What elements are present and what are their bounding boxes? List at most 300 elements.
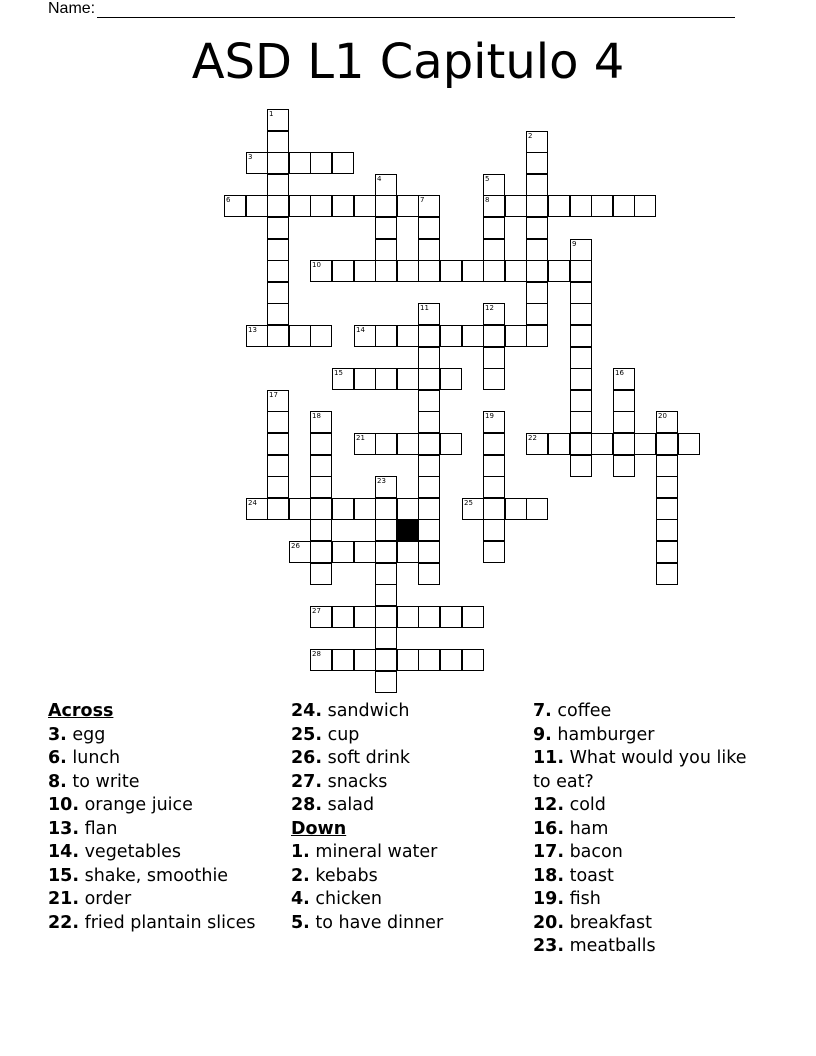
grid-cell[interactable] bbox=[354, 541, 376, 563]
clue-number-label: 21. bbox=[48, 889, 80, 909]
clue-number-label: 9. bbox=[533, 724, 552, 745]
grid-cell[interactable] bbox=[505, 325, 527, 347]
grid-cell[interactable] bbox=[332, 368, 354, 390]
grid-cell[interactable] bbox=[418, 303, 440, 325]
grid-cell[interactable] bbox=[267, 109, 289, 131]
grid-cell[interactable] bbox=[462, 260, 484, 282]
clue-text: fried plantain slices bbox=[79, 912, 256, 933]
clue-number-label: 25. bbox=[291, 724, 323, 745]
across-clue bbox=[48, 794, 283, 818]
grid-cell[interactable] bbox=[505, 260, 527, 282]
clue-number-label: 6. bbox=[48, 748, 67, 768]
grid-cell[interactable] bbox=[332, 152, 354, 174]
grid-cell[interactable] bbox=[246, 195, 268, 217]
grid-cell[interactable] bbox=[397, 433, 419, 455]
clue-number-label: 1. bbox=[291, 842, 310, 862]
grid-cell[interactable] bbox=[440, 260, 462, 282]
grid-cell[interactable] bbox=[267, 195, 289, 217]
grid-cell[interactable] bbox=[548, 433, 570, 455]
grid-cell[interactable] bbox=[483, 368, 505, 390]
clue-number-label: 24. bbox=[291, 701, 323, 721]
grid-cell[interactable] bbox=[354, 195, 376, 217]
grid-cell[interactable] bbox=[591, 195, 613, 217]
across-clue bbox=[291, 724, 526, 748]
grid-cell[interactable] bbox=[375, 476, 397, 498]
clue-number-label: 20. bbox=[533, 912, 565, 933]
clue-text: orange juice bbox=[79, 795, 193, 815]
across-clue bbox=[48, 865, 283, 889]
down-clue bbox=[291, 865, 526, 889]
grid-cell[interactable] bbox=[375, 433, 397, 455]
grid-cell[interactable] bbox=[267, 325, 289, 347]
grid-cell[interactable] bbox=[656, 519, 678, 541]
grid-cell[interactable] bbox=[375, 325, 397, 347]
grid-cell[interactable] bbox=[418, 239, 440, 261]
clue-number-label: 26. bbox=[291, 748, 323, 768]
grid-cell[interactable] bbox=[375, 649, 397, 671]
grid-cell[interactable] bbox=[354, 325, 376, 347]
grid-cell[interactable] bbox=[440, 606, 462, 628]
clue-number-label: 7. bbox=[533, 701, 552, 721]
grid-cell[interactable] bbox=[462, 649, 484, 671]
grid-cell[interactable] bbox=[418, 260, 440, 282]
grid-cell[interactable] bbox=[267, 433, 289, 455]
grid-cell[interactable] bbox=[526, 282, 548, 304]
grid-cell[interactable] bbox=[418, 606, 440, 628]
grid-cell[interactable] bbox=[332, 541, 354, 563]
clue-number: 23 bbox=[377, 477, 386, 485]
clue-text: to have dinner bbox=[309, 912, 444, 933]
grid-cell[interactable] bbox=[375, 239, 397, 261]
grid-cell[interactable] bbox=[310, 260, 332, 282]
grid-cell[interactable] bbox=[570, 260, 592, 282]
clue-number-label: 3. bbox=[48, 724, 67, 745]
grid-cell[interactable] bbox=[483, 174, 505, 196]
name-label: Name: bbox=[48, 0, 96, 17]
grid-cell[interactable] bbox=[375, 174, 397, 196]
grid-cell[interactable] bbox=[613, 455, 635, 477]
down-clue bbox=[291, 912, 526, 936]
clue-number: 16 bbox=[615, 369, 624, 377]
grid-cell[interactable] bbox=[526, 260, 548, 282]
grid-cell[interactable] bbox=[483, 411, 505, 433]
grid-cell[interactable] bbox=[397, 649, 419, 671]
grid-cell[interactable] bbox=[526, 152, 548, 174]
clue-text: to write bbox=[66, 771, 140, 792]
grid-cell[interactable] bbox=[505, 195, 527, 217]
grid-cell[interactable] bbox=[462, 498, 484, 520]
grid-cell[interactable] bbox=[570, 347, 592, 369]
clue-number-label: 28. bbox=[291, 795, 323, 815]
grid-cell[interactable] bbox=[267, 260, 289, 282]
clue-number: 6 bbox=[226, 196, 231, 204]
grid-cell[interactable] bbox=[375, 519, 397, 541]
grid-cell[interactable] bbox=[462, 325, 484, 347]
grid-cell[interactable] bbox=[267, 411, 289, 433]
clue-text: cold bbox=[564, 795, 606, 815]
grid-cell[interactable] bbox=[570, 455, 592, 477]
grid-cell[interactable] bbox=[310, 476, 332, 498]
clue-text: vegetables bbox=[79, 842, 182, 862]
grid-cell[interactable] bbox=[267, 174, 289, 196]
page-title: ASD L1 Capitulo 4 bbox=[191, 34, 625, 90]
grid-cell[interactable] bbox=[397, 260, 419, 282]
grid-cell[interactable] bbox=[656, 411, 678, 433]
grid-cell[interactable] bbox=[310, 649, 332, 671]
grid-cell[interactable] bbox=[332, 649, 354, 671]
grid-cell[interactable] bbox=[418, 390, 440, 412]
grid-cell[interactable] bbox=[570, 325, 592, 347]
clue-number: 14 bbox=[356, 326, 365, 334]
grid-cell[interactable] bbox=[483, 303, 505, 325]
clue-number: 9 bbox=[572, 240, 577, 248]
clue-number-label: 16. bbox=[533, 818, 565, 839]
clue-text: lunch bbox=[66, 748, 121, 768]
grid-cell[interactable] bbox=[310, 152, 332, 174]
clue-number-label: 18. bbox=[533, 865, 565, 886]
grid-cell[interactable] bbox=[656, 476, 678, 498]
clue-text: ham bbox=[564, 818, 609, 839]
grid-cell[interactable] bbox=[418, 563, 440, 585]
clue-text: soft drink bbox=[322, 748, 411, 768]
grid-cell[interactable] bbox=[310, 411, 332, 433]
grid-cell[interactable] bbox=[267, 498, 289, 520]
clue-number: 19 bbox=[485, 412, 494, 420]
grid-cell[interactable] bbox=[483, 325, 505, 347]
grid-cell[interactable] bbox=[354, 368, 376, 390]
clue-number: 24 bbox=[248, 499, 257, 507]
grid-cell[interactable] bbox=[656, 541, 678, 563]
grid-cell[interactable] bbox=[483, 239, 505, 261]
grid-cell[interactable] bbox=[267, 217, 289, 239]
grid-cell[interactable] bbox=[375, 498, 397, 520]
grid-cell[interactable] bbox=[591, 433, 613, 455]
down-heading: Down bbox=[291, 818, 347, 839]
clue-number-label: 10. bbox=[48, 795, 80, 815]
grid-cell[interactable] bbox=[332, 606, 354, 628]
across-clue bbox=[291, 794, 526, 818]
grid-cell[interactable] bbox=[375, 541, 397, 563]
grid-cell[interactable] bbox=[289, 325, 311, 347]
grid-cell[interactable] bbox=[375, 627, 397, 649]
across-clue bbox=[48, 771, 283, 795]
grid-cell[interactable] bbox=[375, 260, 397, 282]
grid-cell[interactable] bbox=[375, 563, 397, 585]
across-clue bbox=[291, 771, 526, 795]
grid-cell[interactable] bbox=[570, 390, 592, 412]
grid-cell[interactable] bbox=[570, 411, 592, 433]
clue-number: 8 bbox=[485, 196, 490, 204]
clue-number: 13 bbox=[248, 326, 257, 334]
clue-number-label: 11. bbox=[533, 748, 565, 768]
clue-number: 3 bbox=[248, 153, 253, 161]
grid-cell[interactable] bbox=[418, 433, 440, 455]
grid-cell[interactable] bbox=[570, 282, 592, 304]
grid-cell[interactable] bbox=[375, 584, 397, 606]
grid-cell[interactable] bbox=[375, 606, 397, 628]
clue-number-label: 22. bbox=[48, 912, 80, 933]
grid-cell[interactable] bbox=[483, 347, 505, 369]
grid-cell[interactable] bbox=[526, 217, 548, 239]
down-clue bbox=[533, 912, 768, 936]
grid-cell[interactable] bbox=[397, 541, 419, 563]
across-clue bbox=[48, 724, 283, 748]
grid-cell[interactable] bbox=[483, 476, 505, 498]
clue-text: hamburger bbox=[551, 724, 655, 745]
grid-cell[interactable] bbox=[310, 325, 332, 347]
grid-cell[interactable] bbox=[267, 152, 289, 174]
grid-cell[interactable] bbox=[548, 195, 570, 217]
grid-cell[interactable] bbox=[375, 195, 397, 217]
clue-text: flan bbox=[79, 818, 118, 839]
grid-cell[interactable] bbox=[246, 152, 268, 174]
grid-cell[interactable] bbox=[310, 498, 332, 520]
grid-cell[interactable] bbox=[418, 498, 440, 520]
grid-cell[interactable] bbox=[397, 498, 419, 520]
clue-number: 7 bbox=[420, 196, 425, 204]
grid-cell[interactable] bbox=[656, 433, 678, 455]
grid-cell[interactable] bbox=[418, 649, 440, 671]
down-clue bbox=[533, 700, 768, 724]
grid-cell[interactable] bbox=[483, 519, 505, 541]
grid-cell[interactable] bbox=[483, 217, 505, 239]
grid-cell[interactable] bbox=[354, 433, 376, 455]
grid-cell[interactable] bbox=[418, 411, 440, 433]
down-clue bbox=[533, 794, 768, 818]
grid-cell[interactable] bbox=[634, 433, 656, 455]
grid-cell[interactable] bbox=[397, 325, 419, 347]
clue-number: 27 bbox=[312, 607, 321, 615]
clue-text: kebabs bbox=[309, 865, 378, 886]
grid-cell[interactable] bbox=[246, 498, 268, 520]
clue-number-label: 27. bbox=[291, 771, 323, 792]
grid-cell[interactable] bbox=[570, 195, 592, 217]
clue-number-label: 23. bbox=[533, 936, 565, 956]
clue-text: salad bbox=[322, 795, 375, 815]
grid-cell[interactable] bbox=[246, 325, 268, 347]
grid-cell[interactable] bbox=[375, 217, 397, 239]
grid-cell[interactable] bbox=[526, 195, 548, 217]
grid-cell[interactable] bbox=[267, 476, 289, 498]
grid-cell[interactable] bbox=[440, 649, 462, 671]
grid-cell[interactable] bbox=[526, 498, 548, 520]
across-clue bbox=[291, 700, 526, 724]
clue-text: cup bbox=[322, 724, 360, 745]
grid-cell[interactable] bbox=[310, 433, 332, 455]
grid-cell[interactable] bbox=[526, 174, 548, 196]
grid-cell[interactable] bbox=[397, 195, 419, 217]
grid-cell[interactable] bbox=[526, 239, 548, 261]
grid-cell[interactable] bbox=[418, 325, 440, 347]
grid-cell[interactable] bbox=[397, 606, 419, 628]
grid-cell[interactable] bbox=[375, 368, 397, 390]
across-heading: Across bbox=[48, 701, 114, 721]
grid-cell[interactable] bbox=[267, 455, 289, 477]
grid-cell[interactable] bbox=[570, 303, 592, 325]
grid-cell[interactable] bbox=[418, 347, 440, 369]
clue-number-label: 5. bbox=[291, 912, 310, 933]
grid-cell[interactable] bbox=[289, 498, 311, 520]
grid-cell[interactable] bbox=[418, 476, 440, 498]
grid-cell[interactable] bbox=[418, 541, 440, 563]
clue-text: chicken bbox=[309, 889, 382, 909]
clue-number-label: 2. bbox=[291, 865, 310, 886]
grid-cell[interactable] bbox=[332, 498, 354, 520]
clue-number: 2 bbox=[528, 132, 533, 140]
grid-cell[interactable] bbox=[267, 239, 289, 261]
clue-number: 11 bbox=[420, 304, 429, 312]
grid-cell[interactable] bbox=[418, 519, 440, 541]
grid-cell[interactable] bbox=[548, 260, 570, 282]
clues-column-2 bbox=[291, 700, 526, 935]
grid-cell[interactable] bbox=[440, 368, 462, 390]
across-clue bbox=[291, 747, 526, 771]
down-clue bbox=[533, 747, 768, 794]
grid-cell[interactable] bbox=[354, 649, 376, 671]
grid-cell[interactable] bbox=[440, 325, 462, 347]
down-clue bbox=[533, 888, 768, 912]
across-clue bbox=[48, 888, 283, 912]
grid-cell[interactable] bbox=[332, 260, 354, 282]
clue-text: mineral water bbox=[309, 842, 438, 862]
clue-text: meatballs bbox=[564, 936, 656, 956]
clue-text: toast bbox=[564, 865, 614, 886]
grid-cell[interactable] bbox=[310, 606, 332, 628]
grid-cell[interactable] bbox=[354, 260, 376, 282]
grid-cell[interactable] bbox=[656, 455, 678, 477]
clue-number: 28 bbox=[312, 650, 321, 658]
grid-cell[interactable] bbox=[310, 519, 332, 541]
grid-cell[interactable] bbox=[613, 411, 635, 433]
clues-column-1 bbox=[48, 700, 283, 935]
grid-cell[interactable] bbox=[375, 671, 397, 693]
down-clue bbox=[533, 935, 768, 959]
clue-number: 20 bbox=[658, 412, 667, 420]
grid-cell[interactable] bbox=[310, 541, 332, 563]
clue-number: 4 bbox=[377, 175, 382, 183]
grid-cell[interactable] bbox=[505, 498, 527, 520]
grid-cell[interactable] bbox=[397, 368, 419, 390]
clue-number: 17 bbox=[269, 391, 278, 399]
clue-number: 26 bbox=[291, 542, 300, 550]
clue-number: 22 bbox=[528, 434, 537, 442]
clue-number-label: 4. bbox=[291, 889, 310, 909]
clue-number: 1 bbox=[269, 110, 274, 118]
grid-cell[interactable] bbox=[570, 368, 592, 390]
grid-cell[interactable] bbox=[570, 433, 592, 455]
grid-cell[interactable] bbox=[267, 282, 289, 304]
clue-number: 18 bbox=[312, 412, 321, 420]
clue-number-label: 13. bbox=[48, 818, 80, 839]
grid-cell[interactable] bbox=[634, 195, 656, 217]
grid-cell[interactable] bbox=[310, 195, 332, 217]
grid-cell[interactable] bbox=[570, 239, 592, 261]
grid-cell[interactable] bbox=[613, 368, 635, 390]
clue-number: 25 bbox=[464, 499, 473, 507]
grid-cell[interactable] bbox=[332, 195, 354, 217]
clue-number-label: 14. bbox=[48, 842, 80, 862]
down-clue bbox=[533, 818, 768, 842]
clue-number-label: 8. bbox=[48, 771, 67, 792]
clue-number: 12 bbox=[485, 304, 494, 312]
clues-column-3 bbox=[533, 700, 768, 959]
grid-cell[interactable] bbox=[526, 325, 548, 347]
grid-cell[interactable] bbox=[483, 541, 505, 563]
grid-cell[interactable] bbox=[613, 195, 635, 217]
grid-cell[interactable] bbox=[656, 563, 678, 585]
clue-number: 21 bbox=[356, 434, 365, 442]
grid-cell[interactable] bbox=[483, 260, 505, 282]
grid-cell[interactable] bbox=[483, 433, 505, 455]
down-clue bbox=[291, 888, 526, 912]
clue-text: breakfast bbox=[564, 912, 652, 933]
clue-text: order bbox=[79, 889, 132, 909]
grid-cell[interactable] bbox=[526, 433, 548, 455]
clue-text: sandwich bbox=[322, 701, 410, 721]
clue-text: egg bbox=[66, 724, 106, 745]
down-clue bbox=[533, 865, 768, 889]
clue-number: 5 bbox=[485, 175, 490, 183]
grid-cell[interactable] bbox=[289, 152, 311, 174]
grid-cell[interactable] bbox=[418, 368, 440, 390]
clue-text: fish bbox=[564, 889, 601, 909]
clue-number-label: 17. bbox=[533, 842, 565, 862]
clue-number: 10 bbox=[312, 261, 321, 269]
clue-text: shake, smoothie bbox=[79, 865, 229, 886]
grid-cell[interactable] bbox=[613, 390, 635, 412]
grid-cell[interactable] bbox=[440, 433, 462, 455]
clue-number-label: 12. bbox=[533, 795, 565, 815]
clue-text: What would you like to eat? bbox=[533, 748, 747, 792]
grid-cell[interactable] bbox=[267, 390, 289, 412]
grid-cell[interactable] bbox=[418, 455, 440, 477]
down-clue bbox=[533, 841, 768, 865]
grid-cell[interactable] bbox=[224, 195, 246, 217]
grid-cell[interactable] bbox=[483, 195, 505, 217]
clue-number-label: 15. bbox=[48, 865, 80, 886]
grid-cell[interactable] bbox=[267, 131, 289, 153]
grid-cell[interactable] bbox=[418, 217, 440, 239]
across-clue bbox=[48, 912, 283, 936]
grid-cell[interactable] bbox=[310, 563, 332, 585]
clue-text: snacks bbox=[322, 771, 388, 792]
grid-cell[interactable] bbox=[483, 498, 505, 520]
clue-text: bacon bbox=[564, 842, 623, 862]
grid-cell[interactable] bbox=[526, 131, 548, 153]
grid-cell[interactable] bbox=[310, 455, 332, 477]
grid-cell[interactable] bbox=[678, 433, 700, 455]
grid-cell[interactable] bbox=[526, 303, 548, 325]
down-clue bbox=[291, 841, 526, 865]
clue-number-label: 19. bbox=[533, 889, 565, 909]
clue-text: coffee bbox=[551, 701, 612, 721]
grid-cell[interactable] bbox=[462, 606, 484, 628]
across-clue bbox=[48, 747, 283, 771]
grid-cell[interactable] bbox=[656, 498, 678, 520]
across-clue bbox=[48, 818, 283, 842]
across-clue bbox=[48, 841, 283, 865]
grid-cell[interactable] bbox=[418, 195, 440, 217]
grid-cell[interactable] bbox=[613, 433, 635, 455]
grid-cell[interactable] bbox=[267, 303, 289, 325]
down-clue bbox=[533, 724, 768, 748]
clue-number: 15 bbox=[334, 369, 343, 377]
grid-cell[interactable] bbox=[354, 606, 376, 628]
grid-cell[interactable] bbox=[289, 195, 311, 217]
grid-cell[interactable] bbox=[289, 541, 311, 563]
grid-cell[interactable] bbox=[354, 498, 376, 520]
grid-cell[interactable] bbox=[483, 455, 505, 477]
